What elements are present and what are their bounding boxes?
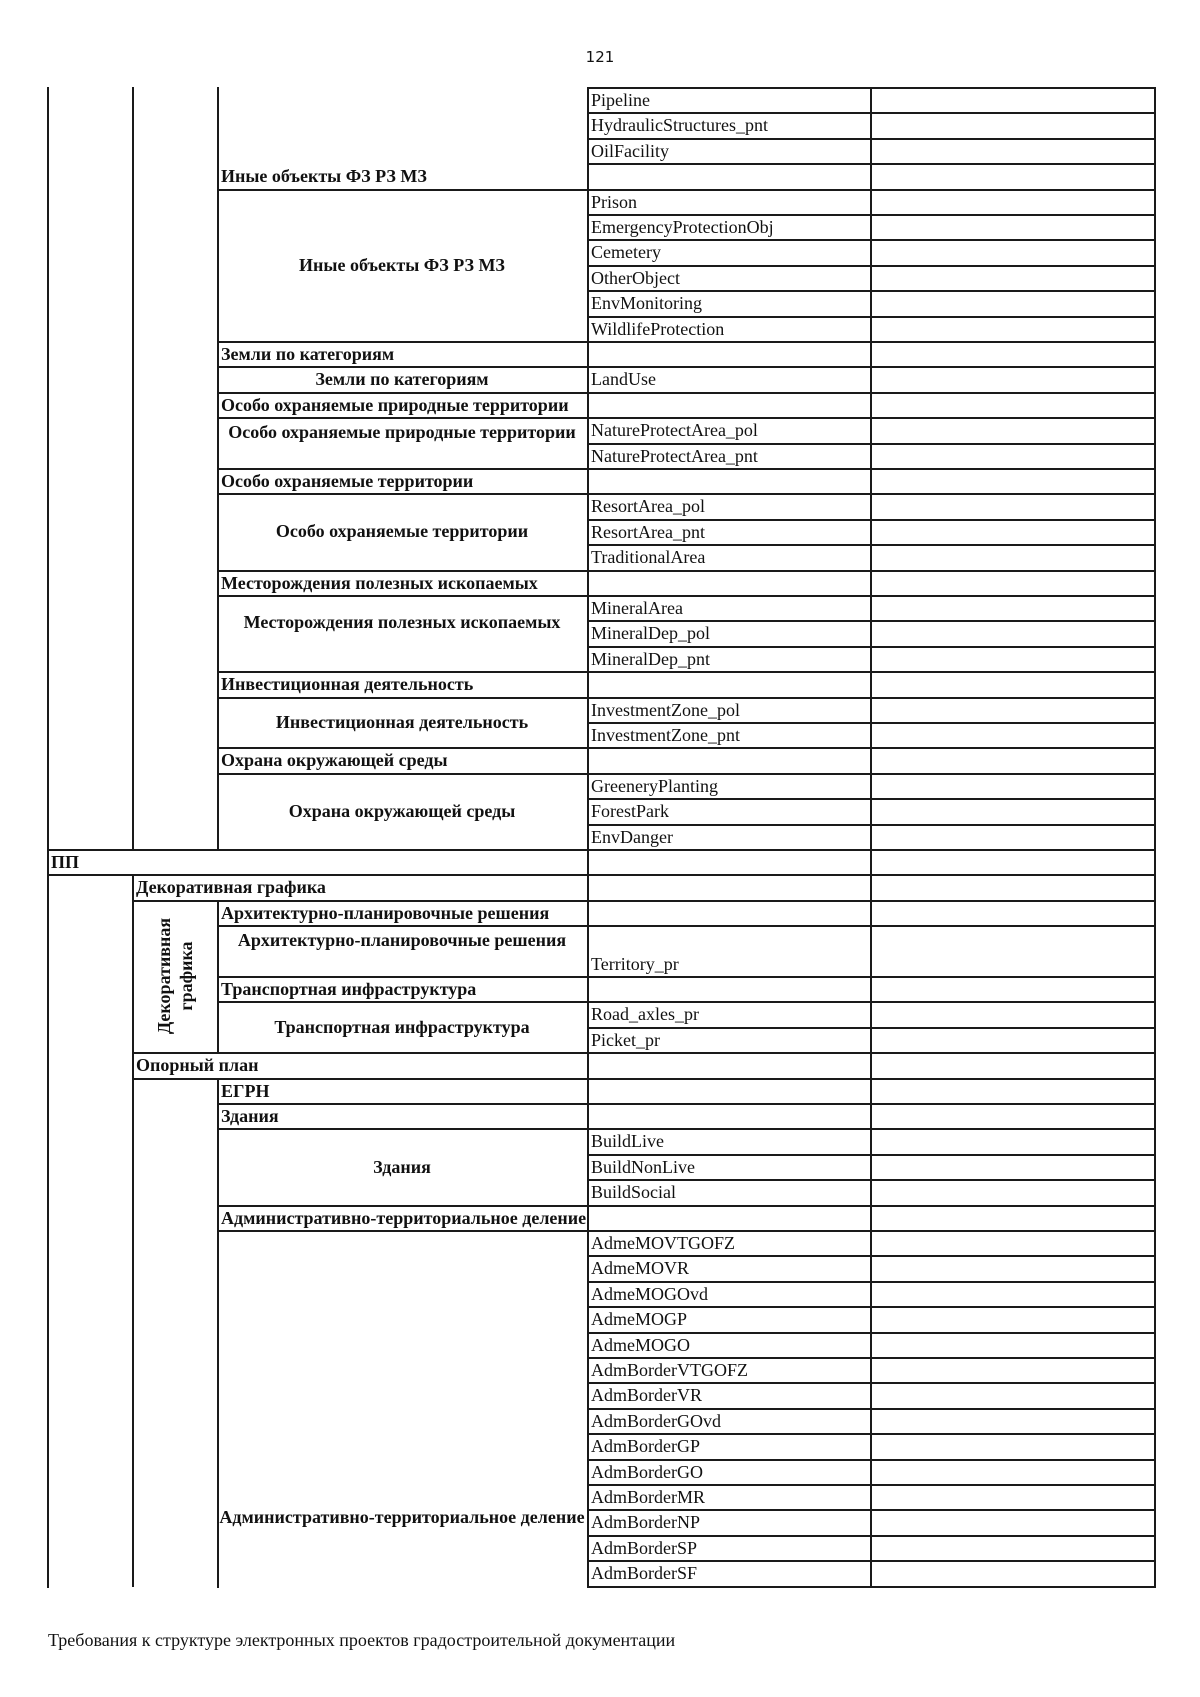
grid-line-h	[217, 1103, 1156, 1105]
subsection-title-decor: Декоративная графика	[136, 877, 326, 897]
group-title-row: Архитектурно-планировочные решения	[221, 903, 550, 923]
group-label-cell: Особо охраняемые природные территории	[228, 422, 576, 442]
layer-name-cell: AdmBorderVTGOFZ	[591, 1360, 748, 1380]
layer-name-cell: WildlifeProtection	[591, 319, 725, 339]
layer-name-cell: HydraulicStructures_pnt	[591, 115, 768, 135]
group-label-cell: Инвестиционная деятельность	[275, 712, 529, 732]
layer-name-cell: ResortArea_pol	[591, 496, 705, 516]
layer-name-cell: ForestPark	[591, 801, 669, 821]
layer-name-cell: AdmBorderNP	[591, 1512, 700, 1532]
grid-line-v	[217, 1078, 219, 1588]
layer-name-cell: AdmBorderVR	[591, 1385, 702, 1405]
section-label-pp: ПП	[51, 852, 80, 872]
layer-name-cell: Picket_pr	[591, 1030, 660, 1050]
layer-name-cell: EnvMonitoring	[591, 293, 702, 313]
group-label-cell: Земли по категориям	[315, 369, 489, 389]
layer-name-cell: MineralDep_pnt	[591, 649, 710, 669]
grid-line-v	[587, 87, 589, 1588]
grid-line-v	[217, 900, 219, 1054]
grid-line-h	[132, 1078, 1156, 1080]
layer-name-cell: MineralArea	[591, 598, 683, 618]
layer-name-cell: AdmBorderSP	[591, 1538, 698, 1558]
layer-name-cell: OtherObject	[591, 268, 680, 288]
layer-name-cell: BuildSocial	[591, 1182, 676, 1202]
grid-line-h	[217, 1128, 1156, 1130]
grid-line-v	[870, 87, 872, 1588]
layer-name-cell: LandUse	[591, 369, 656, 389]
group-label-cell: Административно-территориальное деление	[219, 1507, 585, 1527]
group-title-row: Транспортная инфраструктура	[221, 979, 477, 999]
group-label-cell: Архитектурно-планировочные решения	[237, 930, 567, 950]
egrn-title-row: ЕГРН	[221, 1081, 270, 1101]
group-title-row: Особо охраняемые территории	[221, 471, 474, 491]
layer-name-cell: TraditionalArea	[591, 547, 706, 567]
layer-name-cell: Territory_pr	[591, 954, 679, 974]
layer-name-cell: BuildNonLive	[591, 1157, 695, 1177]
layer-name-cell: EmergencyProtectionObj	[591, 217, 774, 237]
layer-name-cell: AdmeMOVR	[591, 1258, 689, 1278]
page-footer: Требования к структуре электронных проектов градостроительной документации	[48, 1630, 676, 1650]
group-label-cell: Охрана окружающей среды	[288, 801, 516, 821]
layer-name-cell: AdmBorderGP	[591, 1436, 700, 1456]
grid-line-v	[1154, 87, 1156, 1588]
layer-name-cell: Prison	[591, 192, 638, 212]
group-title-row: Особо охраняемые природные территории	[221, 395, 569, 415]
group-label-cell: Здания	[373, 1157, 431, 1177]
layer-name-cell: AdmeMOGP	[591, 1309, 688, 1329]
grid-line-h	[132, 1052, 1156, 1054]
layer-name-cell: Cemetery	[591, 242, 661, 262]
layer-name-cell: InvestmentZone_pol	[591, 700, 740, 720]
group-title-row: Охрана окружающей среды	[221, 750, 448, 770]
layer-name-cell: EnvDanger	[591, 827, 673, 847]
grid-line-v	[132, 874, 134, 1587]
group-label-cell: Иные объекты ФЗ РЗ МЗ	[299, 255, 505, 275]
group-title-row: Иные объекты ФЗ РЗ МЗ	[221, 166, 427, 186]
decor-vertical-label: Декоративная графика	[154, 917, 196, 1035]
grid-line-h	[217, 595, 1156, 597]
layer-name-cell: GreeneryPlanting	[591, 776, 718, 796]
layer-name-cell: MineralDep_pol	[591, 623, 710, 643]
layer-name-cell: BuildLive	[591, 1131, 664, 1151]
layer-name-cell: ResortArea_pnt	[591, 522, 705, 542]
grid-line-h	[217, 925, 1156, 927]
layer-name-cell: AdmeMOVTGOFZ	[591, 1233, 735, 1253]
layer-name-cell: Road_axles_pr	[591, 1004, 699, 1024]
page-number: 121	[585, 48, 615, 66]
layer-name-cell: Pipeline	[591, 90, 650, 110]
layer-name-cell: AdmBorderGOvd	[591, 1411, 721, 1431]
layer-name-cell: AdmeMOGO	[591, 1335, 690, 1355]
layer-name-cell: NatureProtectArea_pol	[591, 420, 758, 440]
subsection-title-opor: Опорный план	[136, 1055, 259, 1075]
grid-line-h	[47, 849, 1156, 851]
layer-name-cell: InvestmentZone_pnt	[591, 725, 740, 745]
grid-line-v	[217, 87, 219, 851]
grid-line-v	[132, 87, 134, 851]
layer-name-cell: OilFacility	[591, 141, 669, 161]
group-label-cell: Месторождения полезных ископаемых	[243, 612, 561, 632]
group-label-cell: Транспортная инфраструктура	[274, 1017, 530, 1037]
grid-line-v	[47, 87, 49, 1588]
group-title-row: Административно-территориальное деление	[221, 1208, 587, 1228]
group-title-row: Земли по категориям	[221, 344, 395, 364]
layer-name-cell: AdmBorderSF	[591, 1563, 698, 1583]
group-title-row: Здания	[221, 1106, 279, 1126]
grid-line-h	[217, 189, 1156, 191]
group-title-row: Месторождения полезных ископаемых	[221, 573, 538, 593]
group-title-row: Инвестиционная деятельность	[221, 674, 474, 694]
layer-name-cell: AdmBorderGO	[591, 1462, 703, 1482]
layer-name-cell: AdmeMOGOvd	[591, 1284, 708, 1304]
layer-name-cell: NatureProtectArea_pnt	[591, 446, 758, 466]
layer-name-cell: AdmBorderMR	[591, 1487, 705, 1507]
group-label-cell: Особо охраняемые территории	[275, 521, 529, 541]
